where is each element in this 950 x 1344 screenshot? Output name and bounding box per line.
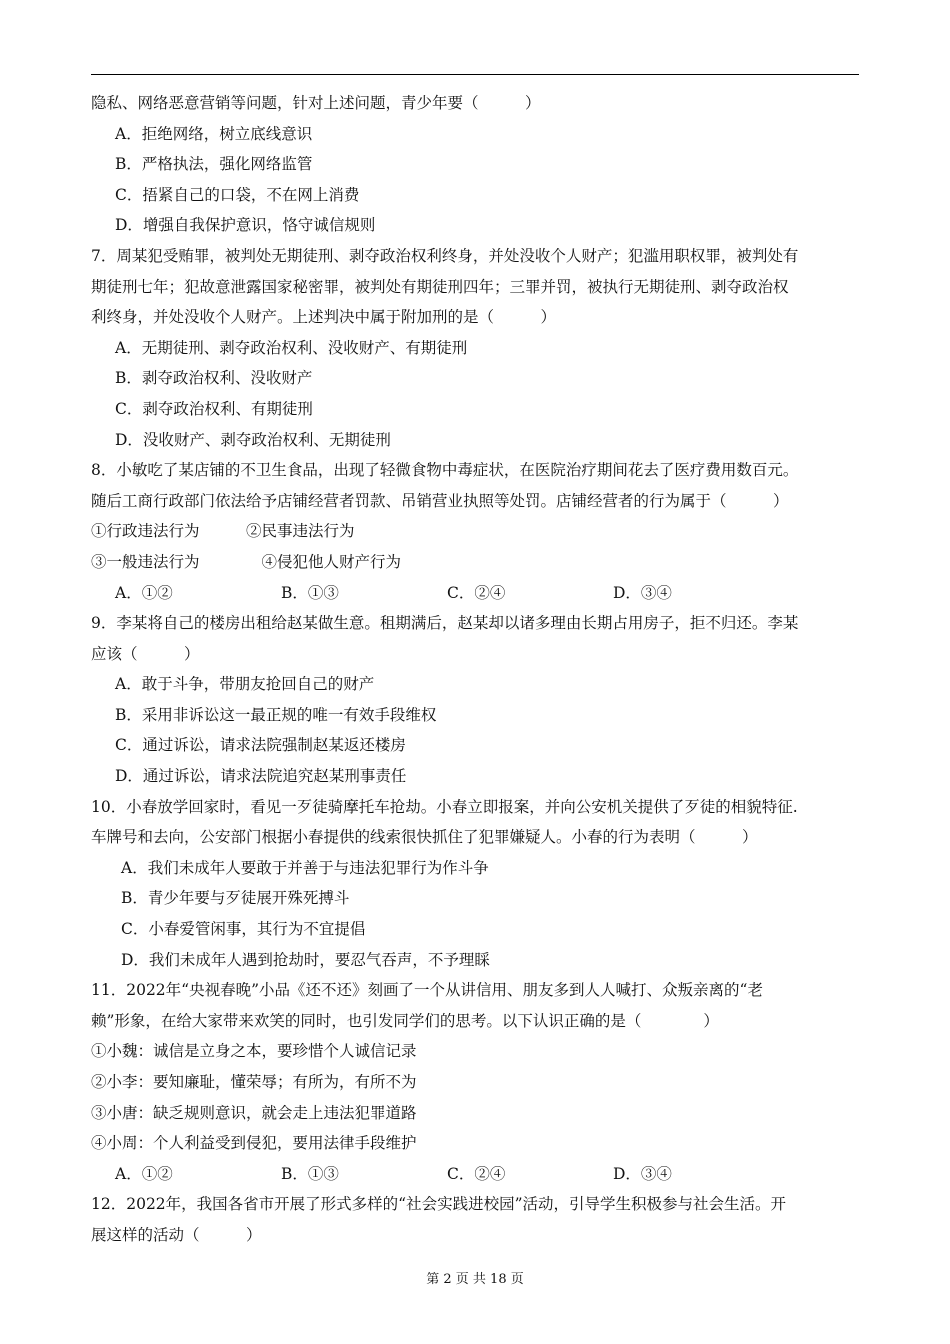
q11-item-line: ①小魏：诚信是立身之本，要珍惜个人诚信记录 — [91, 1042, 417, 1061]
q6-option-b: B．严格执法，强化网络监管 — [115, 155, 313, 174]
q10-option-d: D．我们未成年人遇到抢劫时，要忍气吞声，不予理睬 — [121, 950, 490, 969]
q12-stem-line: 12．2022年，我国各省市开展了形式多样的“社会实践进校园”活动，引导学生积极参与社会生活。开 — [91, 1195, 787, 1214]
q9-stem-line: 9．李某将自己的楼房出租给赵某做生意。租期满后，赵某却以诸多理由长期占用房子，拒不归还。李某 — [91, 614, 799, 633]
q7-stem-line: 7．周某犯受贿罪，被判处无期徒刑、剥夺政治权利终身，并处没收个人财产；犯滥用职权罪，被判处有 — [91, 246, 799, 265]
q11-stem-line: 11．2022年“央视春晚”小品《还不还》刻画了一个从讲信用、朋友多到人人喊打、众叛亲离的“老 — [91, 981, 763, 1000]
q11-item-line: ②小李：要知廉耻，懂荣辱；有所为，有所不为 — [91, 1073, 417, 1091]
q9-option-c: C．通过诉讼，请求法院强制赵某返还楼房 — [115, 736, 406, 755]
q9-option-b: B．采用非诉讼这一最正规的唯一有效手段维权 — [115, 705, 437, 724]
page-footer: 第 2 页 共 18 页 — [426, 1272, 524, 1287]
q11-option-a: A．①② — [115, 1164, 173, 1183]
q7-stem-line: 利终身，并处没收个人财产。上述判决中属于附加刑的是（ ） — [91, 308, 557, 327]
q8-item-line: ③一般违法行为 ④侵犯他人财产行为 — [91, 552, 402, 571]
header-rule — [91, 74, 859, 75]
q7-option-b: B．剥夺政治权利、没收财产 — [115, 369, 313, 388]
q8-stem-line: 8．小敏吃了某店铺的不卫生食品，出现了轻微食物中毒症状，在医院治疗期间花去了医疗费用数百元。 — [91, 461, 799, 480]
q6-stem-tail: 隐私、网络恶意营销等问题，针对上述问题，青少年要（ ） — [91, 94, 541, 112]
q7-option-c: C．剥夺政治权利、有期徒刑 — [115, 399, 313, 418]
q8-option-c: C．②④ — [447, 583, 506, 602]
q11-option-d: D．③④ — [613, 1164, 672, 1183]
q8-option-a: A．①② — [115, 583, 173, 602]
q7-stem-line: 期徒刑七年；犯故意泄露国家秘密罪，被判处有期徒刑四年；三罪并罚，被执行无期徒刑、剥夺政治权 — [91, 277, 789, 296]
q11-options — [91, 1159, 859, 1190]
q9-option-a: A．敢于斗争，带朋友抢回自己的财产 — [115, 675, 375, 694]
q8-item-line: ①行政违法行为 ②民事违法行为 — [91, 522, 355, 541]
q7-option-a: A．无期徒刑、剥夺政治权利、没收财产、有期徒刑 — [115, 338, 468, 357]
q6-option-d: D．增强自我保护意识，恪守诚信规则 — [115, 216, 376, 235]
q11-item-line: ③小唐：缺乏规则意识，就会走上违法犯罪道路 — [91, 1103, 417, 1122]
q6-option-c: C．捂紧自己的口袋，不在网上消费 — [115, 185, 360, 204]
q8-option-d: D．③④ — [613, 583, 672, 602]
q8-options — [91, 578, 859, 609]
q11-option-b: B．①③ — [281, 1164, 339, 1183]
q11-stem-line: 赖”形象，在给大家带来欢笑的同时，也引发同学们的思考。以下认识正确的是（ ） — [91, 1011, 719, 1030]
q11-item-line: ④小周：个人利益受到侵犯，要用法律手段维护 — [91, 1134, 417, 1153]
q8-option-b: B．①③ — [281, 583, 339, 602]
q12-stem-line: 展这样的活动（ ） — [91, 1225, 262, 1244]
q9-option-d: D．通过诉讼，请求法院追究赵某刑事责任 — [115, 767, 407, 786]
q10-option-c: C．小春爱管闲事，其行为不宜提倡 — [121, 920, 366, 939]
page-content — [91, 88, 859, 1251]
q7-option-d: D．没收财产、剥夺政治权利、无期徒刑 — [115, 430, 391, 449]
q10-stem-line: 车牌号和去向，公安部门根据小春提供的线索很快抓住了犯罪嫌疑人。小春的行为表明（ ） — [91, 828, 758, 847]
q8-stem-line: 随后工商行政部门依法给予店铺经营者罚款、吊销营业执照等处罚。店铺经营者的行为属于（ ） — [91, 491, 789, 510]
q10-option-a: A．我们未成年人要敢于并善于与违法犯罪行为作斗争 — [121, 858, 489, 877]
q6-option-a: A．拒绝网络，树立底线意识 — [115, 124, 313, 143]
q10-stem-line: 10．小春放学回家时，看见一歹徒骑摩托车抢劫。小春立即报案，并向公安机关提供了歹徒的相貌特征. — [91, 797, 798, 816]
q11-option-c: C．②④ — [447, 1164, 506, 1183]
q10-option-b: B．青少年要与歹徒展开殊死搏斗 — [121, 889, 350, 908]
q9-stem-line: 应该（ ） — [91, 644, 200, 663]
